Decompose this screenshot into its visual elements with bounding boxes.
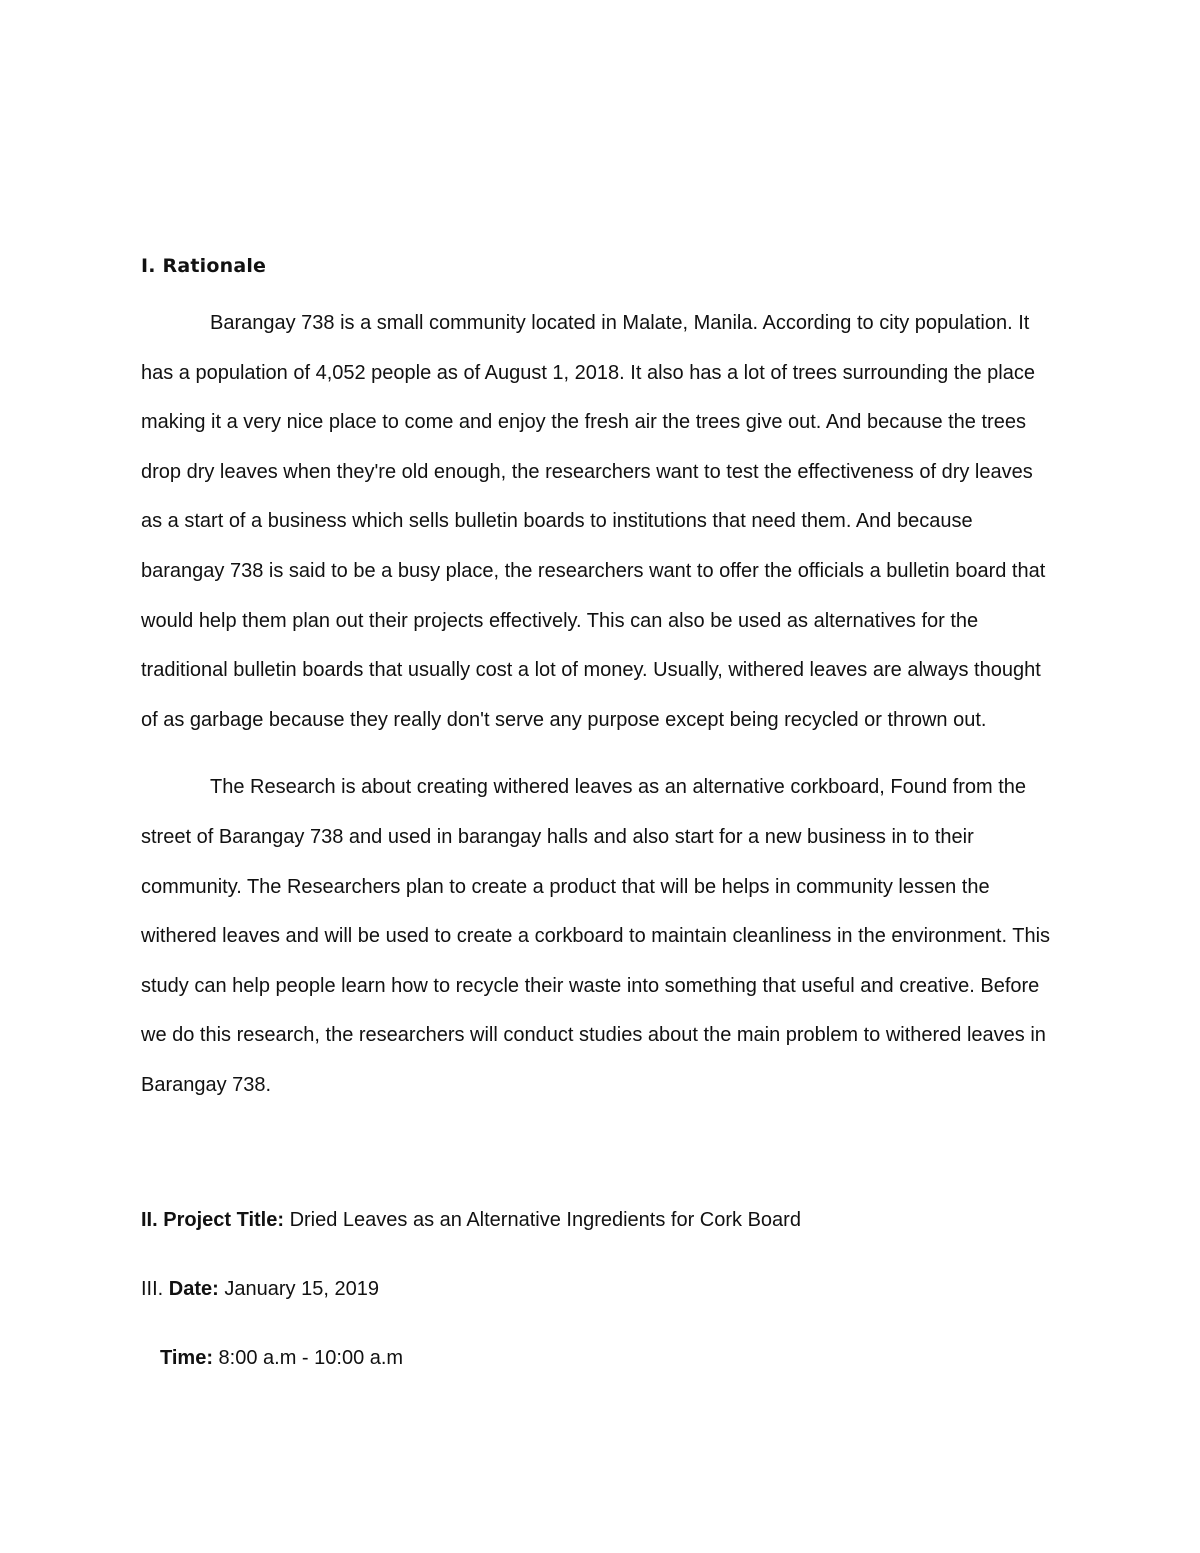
date-label: Date: xyxy=(168,1278,219,1300)
paragraph-line: Barangay 738. xyxy=(141,1073,272,1096)
date-value: January 15, 2019 xyxy=(224,1278,379,1300)
paragraph-line: street of Barangay 738 and used in barangay halls and also start for a new business in to their xyxy=(141,825,974,848)
paragraph-line: would help them plan out their projects effectively. This can also be used as alternatives for the xyxy=(141,609,979,632)
paragraph-line: has a population of 4,052 people as of August 1, 2018. It also has a lot of trees surrounding the place xyxy=(141,361,1035,384)
paragraph-line: as a start of a business which sells bulletin boards to institutions that need them. And because xyxy=(141,510,973,533)
paragraph-line: study can help people learn how to recycle their waste into something that useful and creative. Before xyxy=(141,974,1040,997)
project-title-value: Dried Leaves as an Alternative Ingredients for Cork Board xyxy=(289,1209,801,1231)
paragraph-line: Barangay 738 is a small community located in Malate, Manila. According to city population. It xyxy=(210,312,1030,334)
paragraph-line: drop dry leaves when they're old enough, the researchers want to test the effectiveness of dry leaves xyxy=(141,460,1033,483)
paragraph-line: community. The Researchers plan to create a product that will be helps in community lessen the xyxy=(141,875,990,898)
date-prefix: III. xyxy=(141,1278,164,1300)
paragraph-line: barangay 738 is said to be a busy place, the researchers want to offer the officials a bulletin board that xyxy=(141,559,1046,582)
paragraph-line: we do this research, the researchers will conduct studies about the main problem to withered leaves in xyxy=(141,1024,1046,1047)
date-row xyxy=(141,1274,379,1304)
section-heading-rationale: I. Rationale xyxy=(141,255,267,277)
paragraph-line: withered leaves and will be used to create a corkboard to maintain cleanliness in the environment. This xyxy=(141,925,1051,948)
rationale-paragraph-1 xyxy=(141,299,1131,745)
rationale-paragraph-2 xyxy=(141,763,1131,1110)
time-value: 8:00 a.m - 10:00 a.m xyxy=(218,1347,404,1369)
paragraph-line: making it a very nice place to come and enjoy the fresh air the trees give out. And because the trees xyxy=(141,411,1026,434)
paragraph-line: of as garbage because they really don't serve any purpose except being recycled or thrown out. xyxy=(141,708,987,731)
paragraph-line: The Research is about creating withered leaves as an alternative corkboard, Found from the xyxy=(210,776,1026,799)
time-row xyxy=(160,1343,403,1373)
document-body xyxy=(141,250,1131,1111)
time-label: Time: xyxy=(160,1347,213,1369)
project-title-label: II. Project Title: xyxy=(141,1209,284,1231)
paragraph-line: traditional bulletin boards that usually cost a lot of money. Usually, withered leaves are always thought xyxy=(141,659,1041,682)
project-title-row xyxy=(141,1205,801,1235)
